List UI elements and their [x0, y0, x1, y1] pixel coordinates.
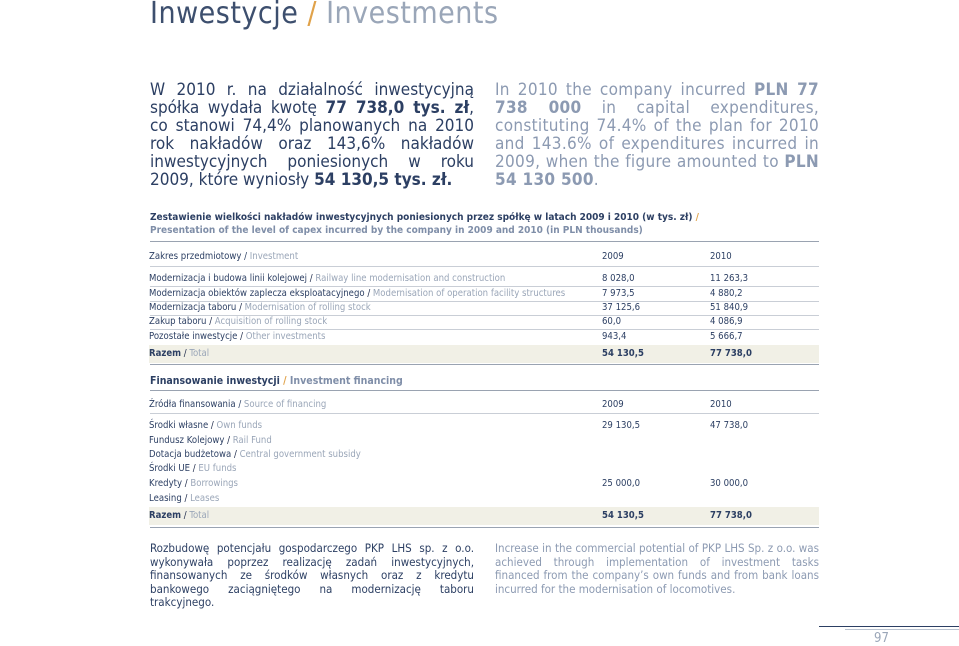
table2-header-sep: / — [238, 399, 242, 410]
intro-pl-text-2: , co stanowi 74,4% planowanych na 2010 rok nakładów oraz 143,6% nakładów inwestycyjnych poniesionych w roku 2009, które wyniosły — [150, 98, 474, 190]
row-value-2010: 47 738,0 — [710, 420, 749, 431]
row-label-en: Modernisation of operation facility structures — [372, 288, 566, 299]
row-value-2010: 51 840,9 — [710, 302, 749, 313]
row-label-pl: Modernizacja obiektów zaplecza eksploatacyjnego — [149, 288, 365, 299]
row-label-pl: Zakup taboru — [149, 316, 207, 327]
row-label-pl: Pozostałe inwestycje — [149, 331, 238, 342]
outro-paragraph-en: Increase in the commercial potential of PKP LHS Sp. z o.o. was achieved through implementation of investment tasks financed from the company’s own funds and from bank loans incurred for the modernisation of locomotives. — [495, 541, 819, 596]
total-value-2010: 77 738,0 — [710, 348, 752, 359]
table1-caption-en — [150, 223, 643, 238]
intro-pl-amount-2009: 54 130,5 tys. zł. — [314, 170, 453, 190]
row-label-pl: Leasing — [149, 493, 182, 504]
row-label: Zakup taboru / Acquisition of rolling stock — [149, 316, 328, 327]
row-label-en: Acquisition of rolling stock — [214, 316, 328, 327]
row-label-en: Own funds — [216, 420, 263, 431]
table-row — [149, 434, 819, 448]
table1-caption-en-text: Presentation of the level of capex incurred by the company in 2009 and 2010 (in PLN thousands) — [150, 225, 643, 236]
table2-bottom-rule — [150, 527, 819, 528]
table1-top-rule — [150, 241, 819, 242]
intro-en-amount-2010: PLN 77 738 000 — [495, 80, 820, 118]
row-label-pl: Środki własne — [149, 420, 209, 431]
row-label-pl: Środki UE — [149, 463, 191, 474]
outro-paragraph-pl: Rozbudowę potencjału gospodarczego PKP LHS sp. z o.o. wykonywała poprzez realizację zadań inwestycyjnych, finansowanych ze środków własnych oraz z kredytu bankowego zaciągniętego na modernizację taboru trakcyjnego. — [150, 541, 474, 609]
row-label: Leasing / Leases — [149, 493, 220, 504]
row-label-pl: Fundusz Kolejowy — [149, 435, 225, 446]
row-label-en: Central government subsidy — [239, 449, 361, 460]
table1-header-en: Investment — [249, 251, 299, 262]
row-value-2009: 60,0 — [602, 316, 622, 327]
row-value-2009: 8 028,0 — [602, 273, 635, 284]
table1-header-2010: 2010 — [710, 251, 732, 262]
row-label-en: Rail Fund — [232, 435, 272, 446]
total-label: Razem / Total — [149, 510, 210, 521]
row-label-en: Railway line modernisation and construction — [315, 273, 506, 284]
row-label-pl: Kredyty — [149, 478, 183, 489]
title-pl: Inwestycje — [150, 0, 299, 31]
table1-header-pl: Zakres przedmiotowy — [149, 251, 242, 262]
row-label-pl: Modernizacja taboru — [149, 302, 237, 313]
total-value-2009: 54 130,5 — [602, 510, 644, 521]
table1-header-2009: 2009 — [602, 251, 624, 262]
total-value-2009: 54 130,5 — [602, 348, 644, 359]
total-label-pl: Razem — [149, 510, 182, 521]
table2-header-2009: 2009 — [602, 399, 624, 410]
row-label: Modernizacja taboru / Modernisation of rolling stock — [149, 302, 371, 313]
row-label-pl: Modernizacja i budowa linii kolejowej — [149, 273, 308, 284]
intro-paragraph-en — [495, 81, 819, 189]
row-value-2010: 11 263,3 — [710, 273, 749, 284]
table-row — [149, 330, 819, 344]
table1-bottom-rule — [150, 364, 819, 365]
table1-header-row — [149, 250, 819, 264]
title-separator: / — [307, 0, 317, 31]
total-label: Razem / Total — [149, 348, 210, 359]
intro-pl-text: W 2010 r. na działalność inwestycyjną spółka wydała kwotę — [150, 80, 474, 118]
row-value-2010: 5 666,7 — [710, 331, 743, 342]
table2-top-rule — [150, 390, 819, 391]
table-row — [149, 448, 819, 462]
page-title — [150, 0, 499, 34]
total-label-en: Total — [189, 348, 210, 359]
row-label: Modernizacja i budowa linii kolejowej / Railway line modernisation and construction — [149, 273, 506, 284]
row-label: Fundusz Kolejowy / Rail Fund — [149, 435, 272, 446]
table2-header-label — [149, 398, 326, 412]
title-en: Investments — [326, 0, 499, 31]
row-label: Kredyty / Borrowings — [149, 478, 239, 489]
row-label-en: Leases — [190, 493, 220, 504]
row-value-2009: 29 130,5 — [602, 420, 641, 431]
table-row — [149, 315, 819, 329]
row-value-2009: 7 973,5 — [602, 288, 635, 299]
footer-rule — [819, 626, 959, 627]
table-row — [149, 301, 819, 315]
row-label: Dotacja budżetowa / Central government subsidy — [149, 449, 361, 460]
row-label: Środki własne / Own funds — [149, 420, 263, 431]
intro-en-text: In 2010 the company incurred — [495, 80, 754, 100]
intro-en-text-2: in capital expenditures, constituting 74.4% of the plan for 2010 and 143.6% of expenditures incurred in 2009, when the figure amounted to — [495, 98, 819, 172]
row-label-en: Borrowings — [190, 478, 239, 489]
row-label-pl: Dotacja budżetowa — [149, 449, 232, 460]
table-row — [149, 419, 819, 433]
row-label: Modernizacja obiektów zaplecza eksploatacyjnego / Modernisation of operation facility structures — [149, 288, 566, 299]
table-row — [149, 477, 819, 491]
total-label-en: Total — [189, 510, 210, 521]
table1-total-row — [149, 345, 819, 363]
row-label: Pozostałe inwestycje / Other investments — [149, 331, 326, 342]
row-label-en: Modernisation of rolling stock — [244, 302, 371, 313]
row-label-en: EU funds — [198, 463, 237, 474]
intro-pl-amount-2010: 77 738,0 tys. zł — [325, 98, 470, 118]
table2-header-row — [149, 398, 819, 412]
row-value-2010: 4 086,9 — [710, 316, 743, 327]
table2-header-2010: 2010 — [710, 399, 732, 410]
intro-paragraph-pl — [150, 81, 474, 189]
table2-total-row — [149, 507, 819, 525]
table1-header-label — [149, 250, 298, 264]
table1-header-sep: / — [244, 251, 248, 262]
table-row — [149, 492, 819, 506]
row-value-2010: 4 880,2 — [710, 288, 743, 299]
intro-en-end: . — [593, 170, 599, 190]
table-row — [149, 287, 819, 301]
table-row — [149, 462, 819, 476]
table2-title-pl: Finansowanie inwestycji — [150, 375, 280, 387]
footer-rule-light — [845, 629, 959, 630]
table2-header-pl: Źródła finansowania — [149, 399, 236, 410]
row-value-2009: 37 125,6 — [602, 302, 641, 313]
table1-header-rule — [150, 266, 819, 267]
table2-title-en: Investment financing — [289, 375, 403, 387]
row-value-2010: 30 000,0 — [710, 478, 749, 489]
table2-title — [150, 375, 403, 387]
total-label-pl: Razem — [149, 348, 182, 359]
row-value-2009: 943,4 — [602, 331, 627, 342]
table2-header-rule — [150, 413, 819, 414]
table2-header-en: Source of financing — [243, 399, 327, 410]
row-value-2009: 25 000,0 — [602, 478, 641, 489]
total-value-2010: 77 738,0 — [710, 510, 752, 521]
table1-caption-separator: / — [695, 212, 699, 223]
row-label-en: Other investments — [245, 331, 326, 342]
page-number: 97 — [874, 631, 889, 646]
table-row — [149, 272, 819, 286]
row-label: Środki UE / EU funds — [149, 463, 237, 474]
table2-title-sep: / — [283, 375, 287, 387]
intro-en-amount-2009: PLN 54 130 500 — [495, 152, 819, 190]
table1-caption-pl-text: Zestawienie wielkości nakładów inwestycyjnych poniesionych przez spółkę w latach 2009 i 2010 (w tys. zł) — [150, 212, 693, 223]
